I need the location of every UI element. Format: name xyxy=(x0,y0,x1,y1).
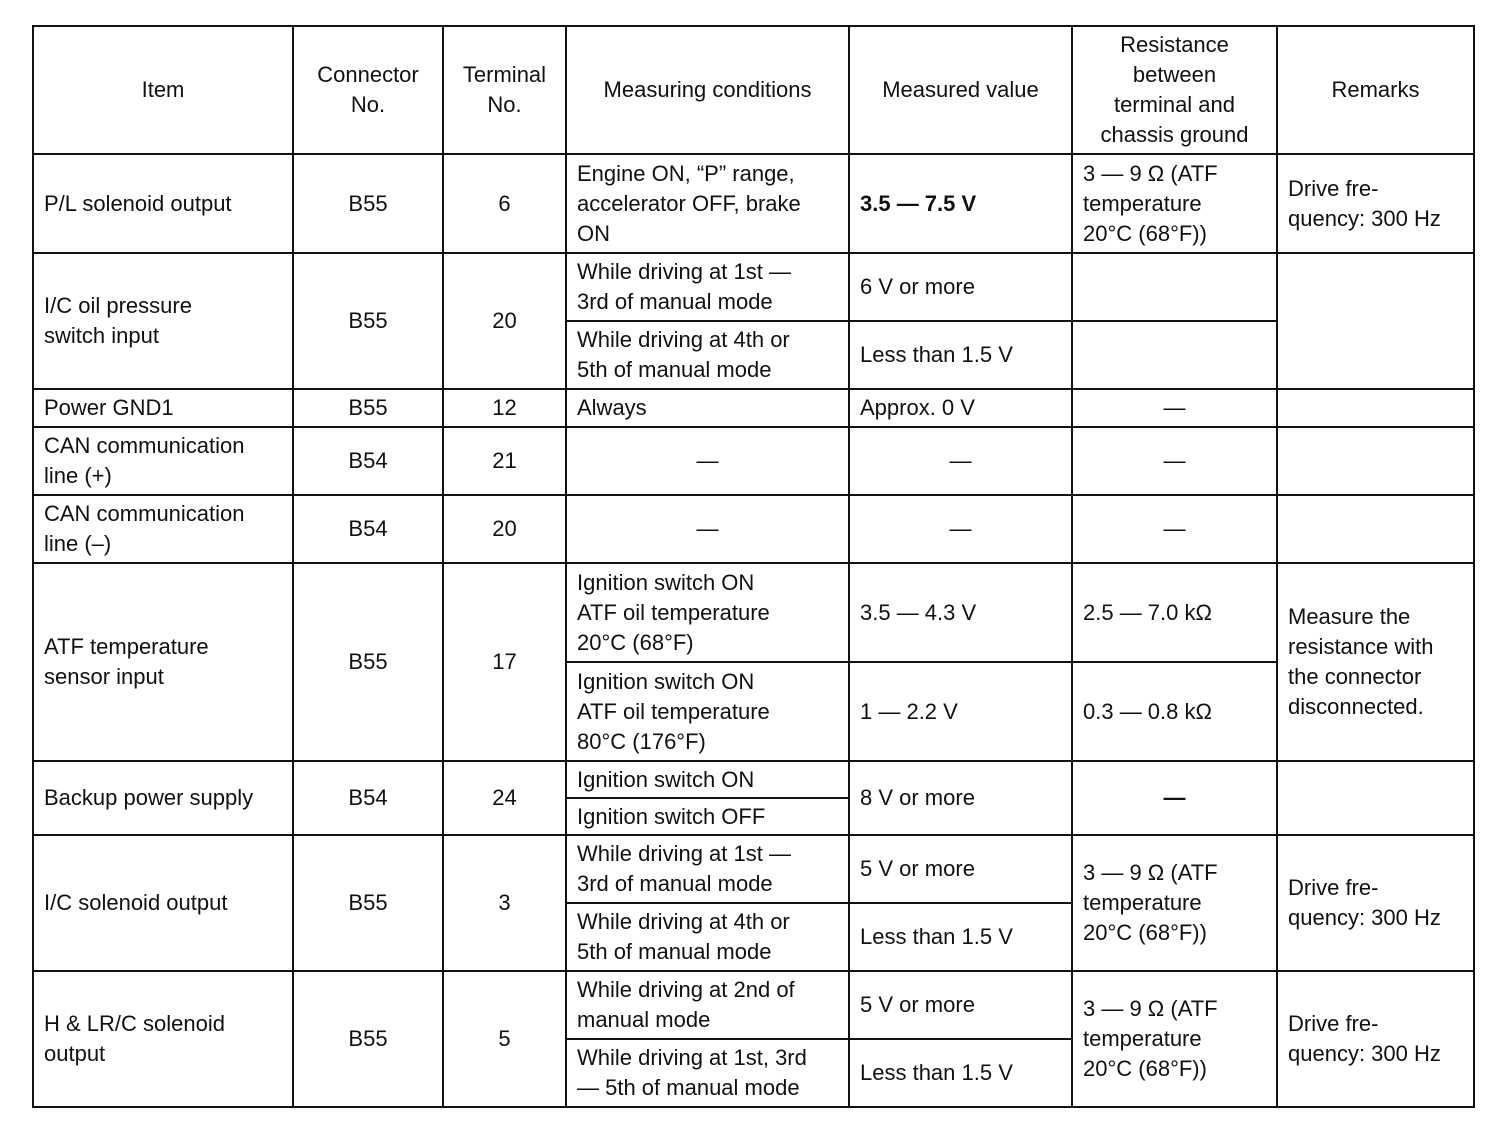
cell-item: CAN communication line (–) xyxy=(33,495,293,563)
header-resistance: Resistance between terminal and chassis ground xyxy=(1072,26,1277,154)
cell-item: P/L solenoid output xyxy=(33,154,293,253)
cell-value: 6 V or more xyxy=(849,253,1072,321)
cell-remarks-empty xyxy=(1277,495,1474,563)
cell-remarks-empty xyxy=(1277,761,1474,835)
header-connector: Connector No. xyxy=(293,26,443,154)
cell-remarks-empty xyxy=(1277,389,1474,427)
cell-connector: B55 xyxy=(293,389,443,427)
cell-condition: Ignition switch ON ATF oil temperature 80°C (176°F) xyxy=(566,662,849,761)
cell-value: 8 V or more xyxy=(849,761,1072,835)
cell-resistance: 3 — 9 Ω (ATF temperature 20°C (68°F)) xyxy=(1072,835,1277,971)
cell-condition: While driving at 1st — 3rd of manual mode xyxy=(566,835,849,903)
table-row xyxy=(33,495,1474,563)
cell-condition: — xyxy=(566,427,849,495)
cell-item: CAN communication line (+) xyxy=(33,427,293,495)
cell-value: 5 V or more xyxy=(849,971,1072,1039)
table-row xyxy=(33,971,1474,1039)
cell-connector: B54 xyxy=(293,495,443,563)
cell-remarks: Drive fre- quency: 300 Hz xyxy=(1277,154,1474,253)
cell-resistance: — xyxy=(1072,389,1277,427)
table-row xyxy=(33,761,1474,798)
cell-resistance-empty xyxy=(1072,253,1277,321)
cell-terminal: 20 xyxy=(443,495,566,563)
cell-condition: While driving at 2nd of manual mode xyxy=(566,971,849,1039)
cell-condition: While driving at 4th or 5th of manual mode xyxy=(566,903,849,971)
cell-remarks-empty xyxy=(1277,253,1474,389)
cell-connector: B55 xyxy=(293,253,443,389)
cell-terminal: 6 xyxy=(443,154,566,253)
cell-remarks: Drive fre- quency: 300 Hz xyxy=(1277,835,1474,971)
cell-value: — xyxy=(849,495,1072,563)
cell-condition: — xyxy=(566,495,849,563)
cell-resistance: 2.5 — 7.0 kΩ xyxy=(1072,563,1277,662)
terminal-spec-table xyxy=(32,25,1475,1108)
cell-terminal: 21 xyxy=(443,427,566,495)
table-row xyxy=(33,389,1474,427)
cell-terminal: 17 xyxy=(443,563,566,761)
cell-item: Power GND1 xyxy=(33,389,293,427)
cell-resistance-empty xyxy=(1072,321,1277,389)
cell-value: Less than 1.5 V xyxy=(849,1039,1072,1107)
cell-condition: While driving at 1st, 3rd — 5th of manual mode xyxy=(566,1039,849,1107)
cell-connector: B54 xyxy=(293,427,443,495)
cell-terminal: 3 xyxy=(443,835,566,971)
cell-item: I/C oil pressure switch input xyxy=(33,253,293,389)
cell-item: I/C solenoid output xyxy=(33,835,293,971)
cell-value: 1 — 2.2 V xyxy=(849,662,1072,761)
cell-connector: B55 xyxy=(293,563,443,761)
cell-item: Backup power supply xyxy=(33,761,293,835)
cell-condition: Always xyxy=(566,389,849,427)
cell-value: — xyxy=(849,427,1072,495)
cell-connector: B55 xyxy=(293,835,443,971)
header-value: Measured value xyxy=(849,26,1072,154)
header-row xyxy=(33,26,1474,154)
cell-value: 5 V or more xyxy=(849,835,1072,903)
cell-condition: Ignition switch ON xyxy=(566,761,849,798)
cell-condition: Ignition switch OFF xyxy=(566,798,849,835)
cell-connector: B55 xyxy=(293,154,443,253)
cell-condition: Engine ON, “P” range, accelerator OFF, brake ON xyxy=(566,154,849,253)
cell-connector: B55 xyxy=(293,971,443,1107)
cell-item: ATF temperature sensor input xyxy=(33,563,293,761)
table-row xyxy=(33,253,1474,321)
cell-condition: While driving at 4th or 5th of manual mode xyxy=(566,321,849,389)
cell-resistance: 3 — 9 Ω (ATF temperature 20°C (68°F)) xyxy=(1072,971,1277,1107)
cell-remarks-empty xyxy=(1277,427,1474,495)
table-row xyxy=(33,563,1474,662)
cell-remarks: Drive fre- quency: 300 Hz xyxy=(1277,971,1474,1107)
cell-resistance: — xyxy=(1072,495,1277,563)
cell-resistance: 0.3 — 0.8 kΩ xyxy=(1072,662,1277,761)
cell-value: Approx. 0 V xyxy=(849,389,1072,427)
cell-resistance: — xyxy=(1072,427,1277,495)
header-terminal: Terminal No. xyxy=(443,26,566,154)
cell-connector: B54 xyxy=(293,761,443,835)
cell-value: Less than 1.5 V xyxy=(849,903,1072,971)
cell-resistance: — xyxy=(1072,761,1277,835)
cell-condition: While driving at 1st — 3rd of manual mode xyxy=(566,253,849,321)
table-row xyxy=(33,154,1474,253)
cell-terminal: 12 xyxy=(443,389,566,427)
table-row xyxy=(33,427,1474,495)
cell-resistance: 3 — 9 Ω (ATF temperature 20°C (68°F)) xyxy=(1072,154,1277,253)
header-item: Item xyxy=(33,26,293,154)
cell-terminal: 24 xyxy=(443,761,566,835)
cell-remarks: Measure the resistance with the connector disconnected. xyxy=(1277,563,1474,761)
header-remarks: Remarks xyxy=(1277,26,1474,154)
cell-value: 3.5 — 4.3 V xyxy=(849,563,1072,662)
cell-terminal: 20 xyxy=(443,253,566,389)
cell-item: H & LR/C solenoid output xyxy=(33,971,293,1107)
header-conditions: Measuring conditions xyxy=(566,26,849,154)
cell-value: 3.5 — 7.5 V xyxy=(849,154,1072,253)
cell-condition: Ignition switch ON ATF oil temperature 20°C (68°F) xyxy=(566,563,849,662)
cell-value: Less than 1.5 V xyxy=(849,321,1072,389)
cell-terminal: 5 xyxy=(443,971,566,1107)
table-row xyxy=(33,835,1474,903)
